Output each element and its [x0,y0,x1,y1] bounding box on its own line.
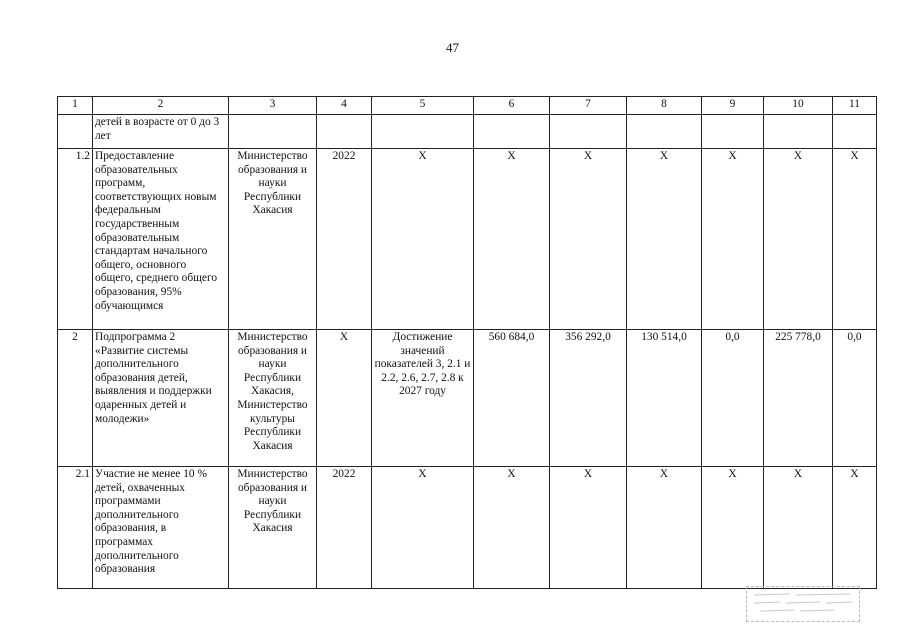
header-cell: 3 [229,97,317,115]
table-cell: X [550,467,627,589]
table-cell: X [833,149,877,330]
row-number: 2 [58,330,93,467]
table-cell: Подпрограмма 2 «Развитие системы дополнительного образования детей, выявления и поддержки одаренных детей и молодежи» [93,330,229,467]
header-cell: 9 [702,97,764,115]
faint-stamp [746,586,860,622]
table-cell: 560 684,0 [474,330,550,467]
table-cell: Предоставление образовательных программ, соответствующих новым федеральным государственным образовательным стандартам начального общего, основного общего, среднего общего образования, 95% обучающимся [93,149,229,330]
table-cell: 2022 [317,467,372,589]
data-table [57,96,877,589]
header-cell: 8 [627,97,702,115]
row-number: 2.1 [58,467,93,589]
table-cell: Министерство образования и науки Республики Хакасия, Министерство культуры Республики Хакасия [229,330,317,467]
table-cell [474,115,550,149]
table-cell [317,115,372,149]
table-cell: X [833,467,877,589]
table-cell: Министерство образования и науки Республики Хакасия [229,467,317,589]
table-cell: X [702,467,764,589]
header-cell: 4 [317,97,372,115]
table-cell: X [372,149,474,330]
header-cell: 1 [58,97,93,115]
table-cell [833,115,877,149]
table-cell [550,115,627,149]
header-cell: 7 [550,97,627,115]
table-cell [229,115,317,149]
header-cell: 2 [93,97,229,115]
table-cell: X [317,330,372,467]
table-cell: Участие не менее 10 % детей, охваченных программами дополнительного образования, в программах дополнительного образования [93,467,229,589]
table-cell [764,115,833,149]
table-cell: детей в возрасте от 0 до 3 лет [93,115,229,149]
table-cell: 225 778,0 [764,330,833,467]
table-cell: 0,0 [702,330,764,467]
table-cell: Достижение значений показателей 3, 2.1 и 2.2, 2.6, 2.7, 2.8 к 2027 году [372,330,474,467]
table-cell [372,115,474,149]
table-cell: Министерство образования и науки Республики Хакасия [229,149,317,330]
table-cell: X [474,149,550,330]
table-cell: 0,0 [833,330,877,467]
header-cell: 10 [764,97,833,115]
table-cell: X [474,467,550,589]
table-cell: 130 514,0 [627,330,702,467]
table-cell [702,115,764,149]
table-cell: X [702,149,764,330]
table-cell [627,115,702,149]
page-number: 47 [446,40,459,55]
table-cell: X [550,149,627,330]
table-cell: X [627,149,702,330]
header-cell: 11 [833,97,877,115]
table-row [58,115,877,149]
table-cell: 356 292,0 [550,330,627,467]
table-row [58,330,877,467]
table-cell: 2022 [317,149,372,330]
table-cell [58,115,93,149]
table-cell: X [372,467,474,589]
table-cell: X [627,467,702,589]
table-cell: X [764,149,833,330]
header-cell: 5 [372,97,474,115]
table-row [58,467,877,589]
stamp-scribble-icon [750,589,856,619]
table-cell: X [764,467,833,589]
table-row [58,149,877,330]
row-number: 1.2 [58,149,93,330]
table-header-row [58,97,877,115]
header-cell: 6 [474,97,550,115]
